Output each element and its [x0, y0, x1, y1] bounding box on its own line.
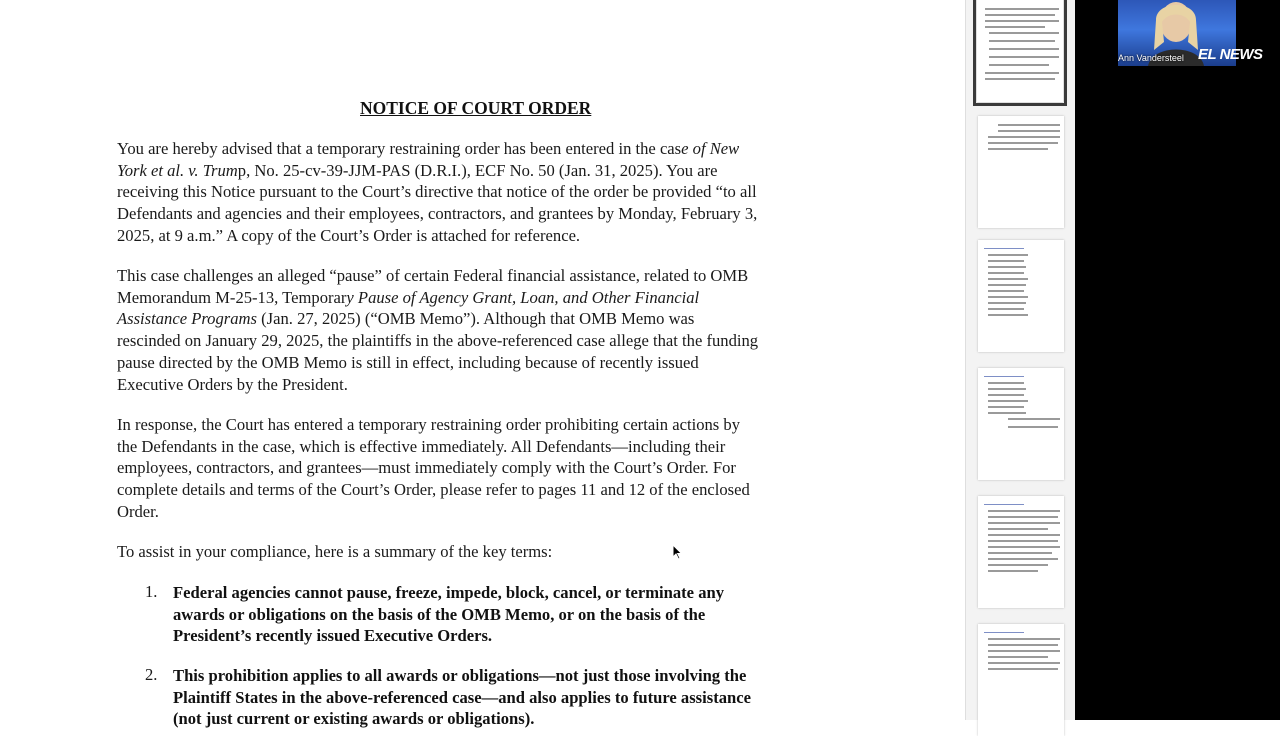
thumbnail-text-line — [988, 570, 1038, 572]
text-line: This case challenges an alleged “pause” of certain Federal financial assistance, related to OMB — [117, 266, 749, 285]
thumbnail-text-line — [988, 382, 1024, 384]
text-line-part: Memorandum M-25-13, Temporar — [117, 287, 347, 307]
thumbnail-text-line — [988, 136, 1060, 138]
thumbnail-text-line — [988, 552, 1052, 554]
text-line-italic: e of New — [681, 139, 740, 158]
list-item-text — [173, 582, 853, 647]
text-line: To assist in your compliance, here is a summary of the key terms: — [117, 542, 553, 561]
text-line — [117, 160, 852, 182]
text-line-italic: y Pause of Agency Grant, Loan, and Other Financial — [346, 287, 700, 307]
text-line: Order. — [117, 501, 159, 521]
text-line: employees, contractors, and grantees—must immediately comply with the Court’s Order. For — [117, 458, 736, 478]
text-line: receiving this Notice pursuant to the Court’s directive that notice of the order be provided “to all — [117, 182, 757, 202]
thumbnail-text-line — [988, 388, 1026, 390]
thumbnail-text-line — [988, 644, 1058, 646]
text-line: Plaintiff States in the above-referenced case—and also applies to future assistance — [173, 687, 751, 707]
thumbnail-text-line — [998, 130, 1060, 132]
thumbnail-text-line — [988, 546, 1060, 548]
thumbnail-text-line — [984, 376, 1024, 377]
thumbnail-text-line — [984, 504, 1024, 505]
thumbnail-text-line — [988, 412, 1026, 414]
thumbnail-text-line — [988, 254, 1028, 256]
text-line-italic: York et al. v. Trum — [117, 160, 238, 180]
thumbnail-text-line — [989, 56, 1059, 58]
presenter-name: Ann Vandersteel — [1118, 53, 1184, 63]
text-line: President’s recently issued Executive Orders. — [173, 626, 493, 646]
thumbnail-text-line — [988, 516, 1058, 518]
thumbnail-text-line — [988, 278, 1028, 280]
text-line: awards or obligations on the basis of the OMB Memo, or on the basis of the — [173, 604, 706, 624]
text-line: (not just current or existing awards or obligations). — [173, 709, 535, 729]
thumbnail-text-line — [988, 406, 1024, 408]
list-number: 2. — [145, 665, 158, 684]
thumbnail-text-line — [988, 528, 1048, 530]
text-line: rescinded on January 29, 2025, the plaintiffs in the above-referenced case allege that the funding — [117, 331, 759, 351]
presenter-camera-feed — [1118, 0, 1263, 66]
page-thumbnail-5[interactable] — [978, 496, 1064, 608]
thumbnail-text-line — [988, 650, 1060, 652]
text-line: 2025, at 9 a.m.” A copy of the Court’s Order is attached for reference. — [117, 225, 581, 245]
thumbnail-text-line — [989, 64, 1049, 66]
thumbnail-text-line — [985, 14, 1055, 16]
thumbnail-text-line — [989, 48, 1059, 50]
thumbnail-text-line — [1008, 418, 1060, 420]
thumbnail-text-line — [988, 668, 1058, 670]
page-thumbnail-4[interactable] — [978, 368, 1064, 480]
thumbnail-text-line — [988, 656, 1048, 658]
text-line — [117, 287, 852, 309]
thumbnail-text-line — [988, 308, 1024, 310]
text-line: the Defendants in the case, which is effective immediately. All Defendants—including their — [117, 436, 726, 456]
text-line: This prohibition applies to all awards or obligations—not just those involving the — [173, 666, 747, 685]
thumbnail-text-line — [988, 290, 1024, 292]
thumbnail-text-line — [988, 522, 1060, 524]
thumbnail-text-line — [985, 20, 1059, 22]
page-title: NOTICE OF COURT ORDER — [360, 98, 592, 118]
thumbnail-text-line — [988, 266, 1026, 268]
page-thumbnail-2[interactable] — [978, 116, 1064, 228]
paragraph-3 — [117, 414, 852, 523]
thumbnail-text-line — [988, 148, 1048, 150]
paragraph-1 — [117, 138, 852, 247]
paragraph-4 — [117, 541, 852, 563]
paragraph-2 — [117, 265, 852, 395]
list-item-text — [173, 665, 853, 730]
text-line: pause directed by the OMB Memo is still in effect, including because of recently issued — [117, 352, 699, 372]
thumbnail-text-line — [988, 558, 1058, 560]
thumbnail-text-line — [988, 540, 1058, 542]
thumbnail-text-line — [998, 124, 1060, 126]
thumbnail-text-line — [985, 26, 1045, 28]
thumbnail-text-line — [988, 314, 1028, 316]
thumbnail-text-line — [988, 638, 1060, 640]
text-line — [117, 138, 852, 160]
text-line-part: p, No. 25-cv-39-JJM-PAS (D.R.I.), ECF No. 50 (Jan. 31, 2025). You are — [237, 160, 718, 180]
thumbnail-text-line — [988, 400, 1028, 402]
thumbnail-text-line — [1008, 426, 1058, 428]
thumbnail-text-line — [988, 296, 1028, 298]
thumbnail-text-line — [985, 78, 1055, 80]
video-call-panel — [1075, 0, 1280, 720]
list-number: 1. — [145, 582, 158, 601]
text-line: In response, the Court has entered a temporary restraining order prohibiting certain actions by — [117, 415, 740, 434]
thumbnail-text-line — [988, 260, 1024, 262]
thumbnail-text-line — [989, 32, 1059, 34]
text-line-part: (Jan. 27, 2025) (“OMB Memo”). Although that OMB Memo was — [256, 309, 695, 329]
thumbnail-text-line — [988, 662, 1060, 664]
thumbnail-text-line — [988, 394, 1024, 396]
page-thumbnail-6[interactable] — [978, 624, 1064, 736]
thumbnail-text-line — [988, 284, 1026, 286]
thumbnail-text-line — [988, 510, 1060, 512]
text-line — [117, 308, 852, 330]
text-line-italic: Assistance Programs — [117, 309, 257, 329]
page-thumbnail-1[interactable] — [977, 0, 1063, 102]
thumbnail-text-line — [984, 632, 1024, 633]
channel-brand-logo: EL NEWS — [1198, 46, 1263, 63]
text-line-part: You are hereby advised that a temporary restraining order has been entered in the cas — [117, 139, 682, 158]
page-thumbnail-3[interactable] — [978, 240, 1064, 352]
thumbnail-text-line — [985, 72, 1059, 74]
text-line: complete details and terms of the Court’s Order, please refer to pages 11 and 12 of the enclosed — [117, 480, 750, 500]
text-line: Federal agencies cannot pause, freeze, impede, block, cancel, or terminate any — [173, 583, 725, 602]
thumbnail-text-line — [989, 40, 1055, 42]
thumbnail-text-line — [988, 564, 1048, 566]
thumbnail-text-line — [988, 272, 1024, 274]
thumbnail-text-line — [988, 142, 1058, 144]
text-line: Defendants and agencies and their employees, contractors, and grantees by Monday, February 3, — [117, 204, 758, 224]
thumbnail-text-line — [988, 302, 1026, 304]
text-line: Executive Orders by the President. — [117, 374, 348, 394]
thumbnail-text-line — [988, 534, 1060, 536]
thumbnail-text-line — [984, 248, 1024, 249]
page-thumbnail-sidebar[interactable] — [965, 0, 1076, 720]
mouse-cursor-icon — [672, 544, 682, 560]
thumbnail-text-line — [985, 8, 1059, 10]
